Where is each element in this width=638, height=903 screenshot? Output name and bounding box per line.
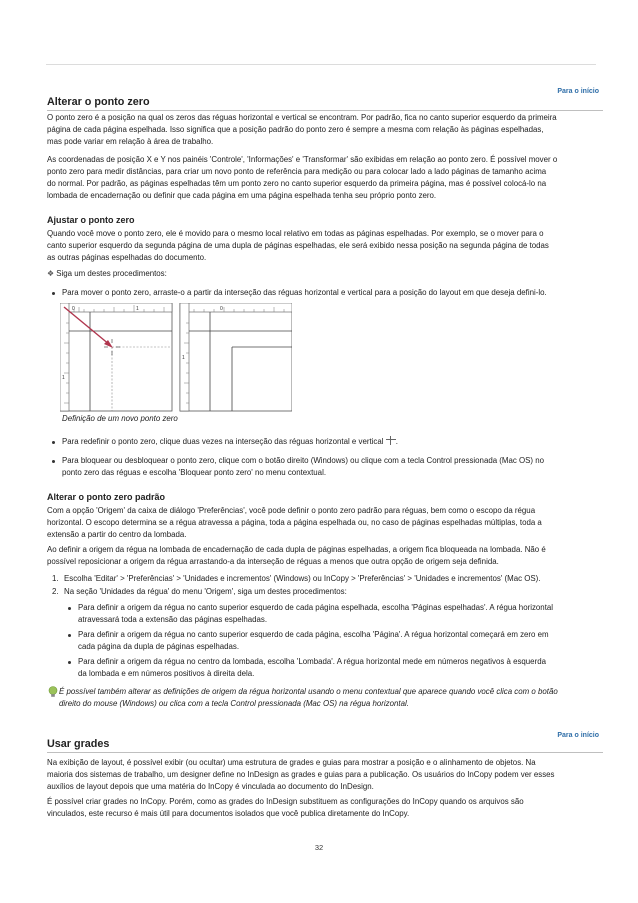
ruler-label: 1 xyxy=(136,306,139,312)
bullet-dot xyxy=(52,460,55,463)
paragraph: É possível criar grades no InCopy. Porém, como as grades do InDesign substituem as configurações do InCopy quando os arquivos são vinculados, este recurso é mais útil para documentos isolados que você publica diretamente do InCopy. xyxy=(47,797,524,818)
ruler-label: 1 xyxy=(62,375,65,381)
bullet-dot xyxy=(52,441,55,444)
sub-bullet-item: Para definir a origem da régua no canto superior esquerdo de cada página, escolha 'Página'. A régua horizontal começará em zero em cada página da dupla de páginas espelhadas. xyxy=(78,630,549,651)
paragraph: Com a opção 'Origem' da caixa de diálogo 'Preferências', você pode definir o ponto zero padrão para réguas, bem como o escopo da régua horizontal. O escopo determina se a régua atravessa a página, toda a página espelhada ou, no caso de páginas espelhadas múltiplas, toda a extensão a partir do centro da lombada. xyxy=(47,506,542,539)
bullet-item: Para bloquear ou desbloquear o ponto zero, clique com o botão direito (Windows) ou clique com a tecla Control pressionada (Mac OS) no ponto zero das réguas e escolha 'Bloquear ponto zero' no menu contextual. xyxy=(62,456,545,477)
back-to-top-link[interactable]: Para o início xyxy=(557,88,599,95)
paragraph: Ao definir a origem da régua na lombada de encadernação de cada dupla de páginas espelhadas, a origem fica bloqueada na lombada. Não é possível reposicionar a origem da régua arrastando-a da interseção de réguas a menos que outra opção de origem seja definida. xyxy=(47,545,546,566)
bullet-dot xyxy=(68,661,71,664)
step-text: Na seção 'Unidades da régua' do menu 'Origem', siga um destes procedimentos: xyxy=(64,587,347,596)
page-number: 32 xyxy=(314,843,324,852)
section-divider xyxy=(47,752,603,753)
step-number: 2. xyxy=(52,587,59,596)
paragraph: Na exibição de layout, é possível exibir (ou ocultar) uma estrutura de grades e guias para mostrar a posição e o alinhamento de objetos. Na maioria dos sistemas de trabalho, um designer define no InDesign as grades e guias para a publicação. Os usuários do InCopy podem ver esses auxílios de layout depois que uma matéria do InCopy é vinculada ao documento do InDesign. xyxy=(47,758,555,791)
step-text: Escolha 'Editar' > 'Preferências' > 'Unidades e incrementos' (Windows) ou InCopy > 'Preferências' > 'Unidades e incrementos' (Mac OS). xyxy=(64,574,541,583)
sub-bullet-item: Para definir a origem da régua no canto superior esquerdo de cada página espelhada, escolha 'Páginas espelhadas'. A régua horizontal atravessará toda a extensão das páginas espelhadas. xyxy=(78,603,554,624)
diamond-bullet-icon: ❖ xyxy=(47,269,55,278)
bullet-item: Para mover o ponto zero, arraste-o a partir da interseção das réguas horizontal e vertical para a posição do layout em que deseja defini-lo. xyxy=(62,288,547,297)
subsection-title: Ajustar o ponto zero xyxy=(47,215,135,225)
sub-bullet-item: Para definir a origem da régua no centro da lombada, escolha 'Lombada'. A régua horizontal mede em números negativos à esquerda da lombada e em números positivos à direita dela. xyxy=(78,657,546,678)
section-header-grades xyxy=(47,732,603,750)
ruler-figure xyxy=(60,303,292,413)
section-divider xyxy=(47,110,603,111)
section-title: Alterar o ponto zero xyxy=(47,96,150,108)
paragraph: As coordenadas de posição X e Y nos painéis 'Controle', 'Informações' e 'Transformar' são exibidas em relação ao ponto zero. É possível mover o ponto zero para medir distâncias, para criar um novo ponto de referência para medição ou para colocar lado a lado páginas de tamanho acima do normal. Por padrão, as páginas espelhadas têm um ponto zero no canto superior esquerdo da primeira página, mas é possível colocá-lo na lombada de encadernação ou definir que cada página em uma página espelhada tenha seu próprio ponto zero. xyxy=(47,155,558,200)
bullet-item: Para redefinir o ponto zero, clique duas vezes na interseção das réguas horizontal e vertical . xyxy=(62,437,398,446)
ruler-label: 0 xyxy=(220,306,223,312)
figure-right-panel xyxy=(180,303,292,411)
figure-left-panel xyxy=(60,303,172,411)
bullet-dot xyxy=(68,607,71,610)
bullet-dot xyxy=(52,292,55,295)
ruler-label: 0 xyxy=(72,306,75,312)
paragraph: Quando você move o ponto zero, ele é movido para o mesmo local relativo em todas as páginas espelhadas. Por exemplo, se o mover para o canto superior esquerdo da segunda página de uma dupla de páginas espelhadas, ele será exibido nessa posição na segunda página de todas as outras páginas espelhadas do documento. xyxy=(47,229,549,262)
tip-text: É possível também alterar as definições de origem da régua horizontal usando o menu contextual que aparece quando você clica com o botão direito do mouse (Windows) ou clica com a tecla Control pressionada (Mac OS) na régua horizontal. xyxy=(59,687,558,708)
section-title: Usar grades xyxy=(47,738,110,750)
ruler-intersection-icon xyxy=(386,436,396,445)
ruler-label: 1 xyxy=(182,355,185,361)
step-number: 1. xyxy=(52,574,59,583)
procedure-line: ❖ Siga um destes procedimentos: xyxy=(47,269,167,278)
paragraph: O ponto zero é a posição na qual os zeros das réguas horizontal e vertical se encontram. Por padrão, fica no canto superior esquerdo da primeira página de cada página espelhada. Isso significa que a posição padrão do ponto zero é sempre a mesma com relação às páginas espelhadas, mas pode variar em relação à área de trabalho. xyxy=(47,113,557,146)
bullet-dot xyxy=(68,634,71,637)
subsection-title: Alterar o ponto zero padrão xyxy=(47,492,166,502)
figure-caption: Definição de um novo ponto zero xyxy=(62,414,178,423)
top-divider xyxy=(46,64,596,65)
back-to-top-link[interactable]: Para o início xyxy=(557,732,599,739)
section-header-alterar xyxy=(47,88,603,108)
